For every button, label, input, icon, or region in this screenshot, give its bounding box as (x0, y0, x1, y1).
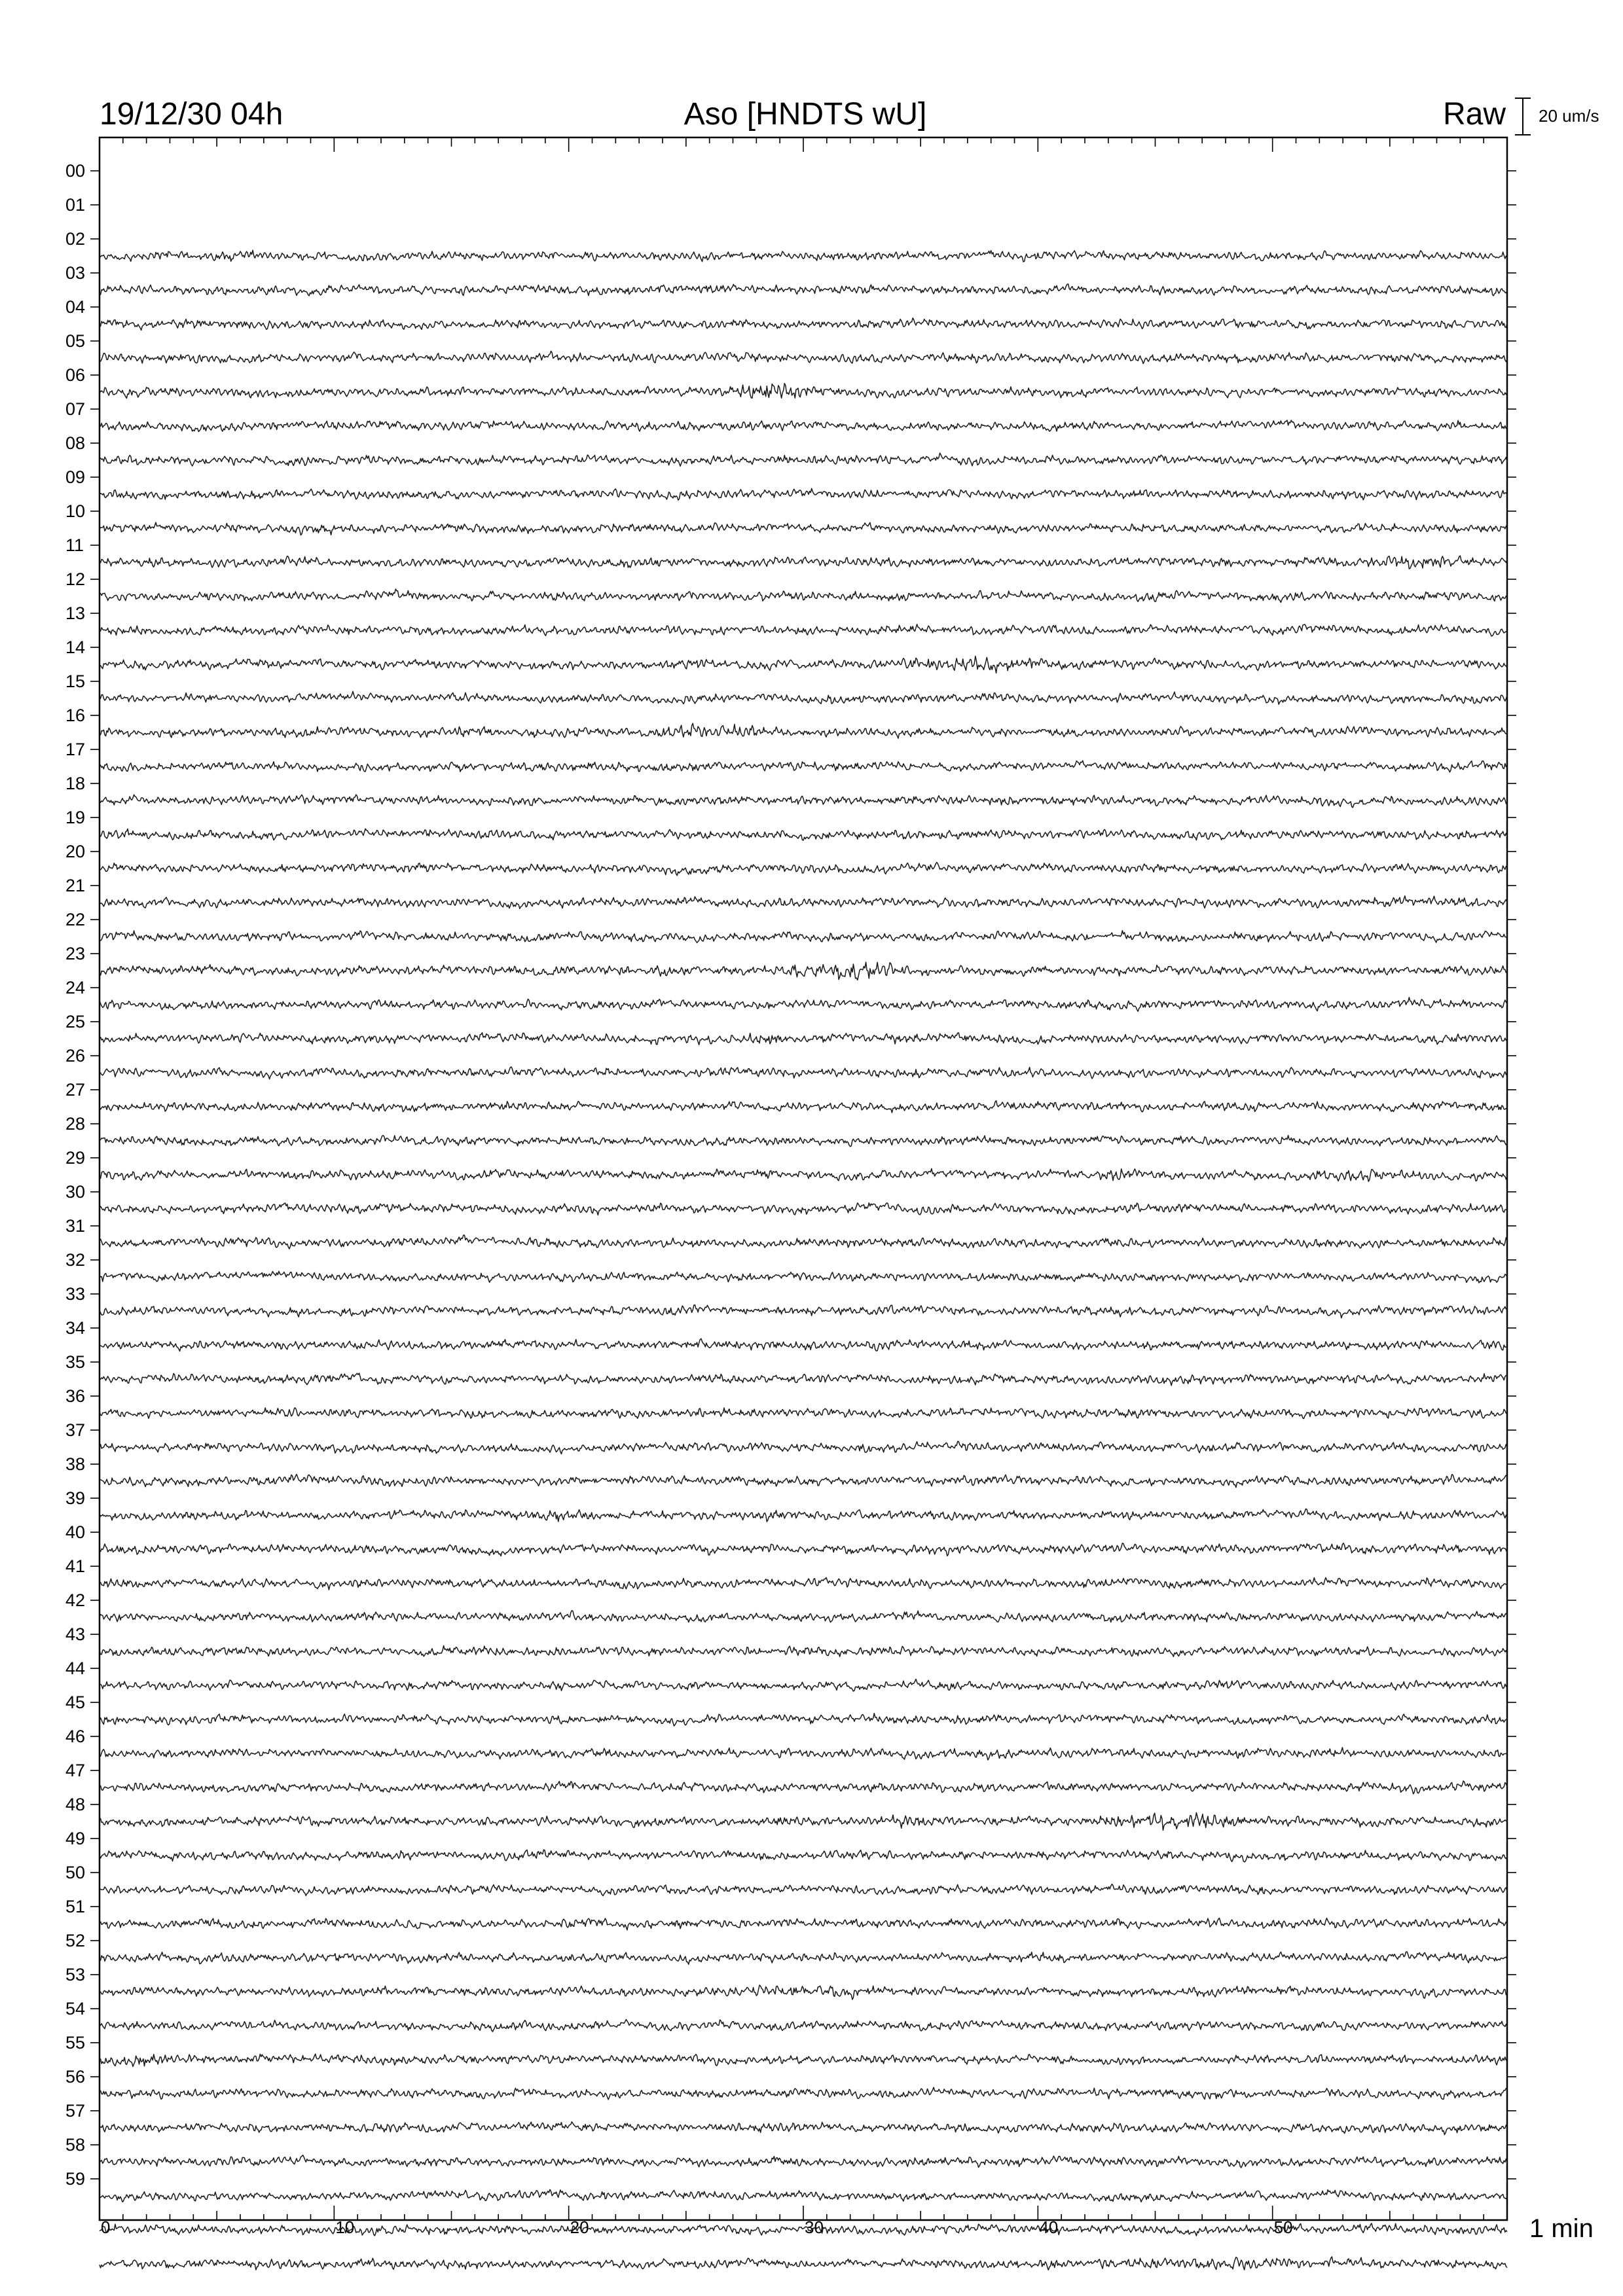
seismic-trace (100, 2122, 1507, 2135)
seismic-trace (100, 2223, 1507, 2236)
row-label: 49 (65, 1829, 86, 1848)
row-label: 39 (65, 1488, 86, 1508)
seismic-trace (100, 318, 1507, 331)
row-label: 28 (65, 1114, 86, 1134)
row-label: 41 (65, 1556, 86, 1576)
row-label: 07 (65, 399, 86, 419)
header-mode: Raw (1442, 97, 1506, 132)
row-label: 24 (65, 978, 86, 997)
amplitude-scale-label: 20 um/s (1539, 106, 1599, 126)
seismic-trace (100, 2189, 1507, 2202)
x-tick-label: 10 (335, 2217, 355, 2237)
seismic-trace (100, 1136, 1507, 1147)
row-label: 30 (65, 1182, 86, 1202)
x-axis-unit: 1 min (1529, 2214, 1594, 2243)
header-station: Aso [HNDTS wU] (684, 97, 927, 132)
row-label: 55 (65, 2033, 86, 2053)
row-label: 08 (65, 433, 86, 453)
seismic-trace (100, 656, 1507, 673)
row-label: 37 (65, 1420, 86, 1440)
row-label: 00 (65, 161, 86, 181)
seismic-trace (100, 1203, 1507, 1215)
row-label: 31 (65, 1216, 86, 1236)
row-label: 23 (65, 944, 86, 963)
seismic-trace (100, 795, 1507, 808)
seismic-trace (100, 1408, 1507, 1419)
row-label: 18 (65, 774, 86, 793)
row-label: 54 (65, 1999, 86, 2018)
seismic-trace (100, 1509, 1507, 1522)
seismic-trace (100, 453, 1507, 466)
seismic-trace (100, 488, 1507, 500)
seismic-trace (100, 384, 1507, 399)
x-tick-label: 30 (805, 2217, 824, 2237)
seismic-trace (100, 1713, 1507, 1726)
row-label: 12 (65, 569, 86, 589)
amplitude-scale-bar (1515, 98, 1531, 135)
seismic-trace (100, 1679, 1507, 1692)
seismic-trace (100, 1884, 1507, 1896)
row-label: 48 (65, 1795, 86, 1814)
seismic-trace (100, 1338, 1507, 1351)
seismic-trace (100, 829, 1507, 840)
row-label: 57 (65, 2101, 86, 2121)
row-label: 47 (65, 1761, 86, 1780)
seismic-trace (100, 1475, 1507, 1488)
seismic-trace (100, 556, 1507, 569)
seismic-trace (100, 1235, 1507, 1249)
row-label: 42 (65, 1590, 86, 1610)
row-label: 11 (65, 535, 84, 555)
seismic-trace (100, 1813, 1507, 1831)
seismic-trace (100, 1918, 1507, 1930)
row-label: 59 (65, 2169, 86, 2189)
seismic-trace (100, 1781, 1507, 1794)
row-label: 01 (65, 195, 86, 215)
seismic-trace (100, 1271, 1507, 1283)
seismic-trace (100, 1101, 1507, 1113)
seismic-trace (100, 761, 1507, 772)
seismic-trace (100, 1067, 1507, 1079)
row-label: 56 (65, 2067, 86, 2087)
seismic-trace (100, 351, 1507, 363)
x-tick-label: 50 (1273, 2217, 1293, 2237)
row-label: 14 (65, 637, 86, 657)
row-label: 21 (65, 876, 86, 895)
row-label: 27 (65, 1080, 86, 1100)
seismic-trace (100, 2054, 1507, 2066)
row-label: 35 (65, 1352, 86, 1372)
x-tick-label: 20 (570, 2217, 589, 2237)
seismic-trace (100, 1033, 1507, 1045)
row-label: 09 (65, 467, 86, 487)
x-tick-label: 0 (101, 2217, 111, 2237)
seismic-trace (100, 420, 1507, 431)
row-label: 02 (65, 229, 86, 249)
row-label: 29 (65, 1148, 86, 1168)
row-label: 05 (65, 331, 86, 351)
row-label: 53 (65, 1965, 86, 1984)
row-label: 20 (65, 842, 86, 861)
seismic-trace (100, 589, 1507, 602)
seismic-trace (100, 2020, 1507, 2032)
row-label: 50 (65, 1863, 86, 1882)
row-label: 43 (65, 1624, 86, 1644)
seismic-trace (100, 1577, 1507, 1590)
row-label: 44 (65, 1659, 86, 1678)
seismic-trace (100, 1543, 1507, 1556)
row-label: 34 (65, 1318, 86, 1338)
trace-group (100, 250, 1507, 2270)
row-label: 16 (65, 706, 86, 725)
row-label: 22 (65, 910, 86, 929)
row-label: 26 (65, 1046, 86, 1066)
row-label: 03 (65, 263, 86, 283)
row-label: 58 (65, 2135, 86, 2155)
seismic-trace (100, 931, 1507, 943)
seismic-trace (100, 250, 1507, 262)
seismic-trace (100, 896, 1507, 909)
row-label: 25 (65, 1012, 86, 1031)
seismic-trace (100, 1748, 1507, 1760)
seismic-trace (100, 962, 1507, 980)
row-label: 40 (65, 1522, 86, 1542)
seismic-trace (100, 522, 1507, 535)
row-label: 10 (65, 501, 86, 521)
seismic-trace (100, 1985, 1507, 2000)
row-label: 46 (65, 1727, 86, 1746)
x-tick-label: 40 (1039, 2217, 1059, 2237)
seismic-trace (100, 1645, 1507, 1657)
seismic-trace (100, 1169, 1507, 1182)
row-label: 33 (65, 1284, 86, 1304)
row-label: 13 (65, 603, 86, 623)
row-label-group (65, 161, 85, 2189)
seismic-trace (100, 1373, 1507, 1386)
seismic-trace (100, 1850, 1507, 1862)
seismic-trace (100, 1305, 1507, 1318)
seismic-trace (100, 1441, 1507, 1454)
seismic-trace (100, 2257, 1507, 2270)
seismic-trace (100, 1952, 1507, 1964)
row-label: 17 (65, 740, 86, 759)
row-label: 04 (65, 297, 86, 317)
row-label: 32 (65, 1250, 86, 1270)
row-label: 36 (65, 1386, 86, 1406)
row-label: 45 (65, 1693, 86, 1712)
seismic-trace (100, 624, 1507, 636)
row-label: 38 (65, 1454, 86, 1474)
row-label: 51 (65, 1897, 86, 1916)
row-label: 19 (65, 808, 86, 827)
header-datetime: 19/12/30 04h (100, 97, 283, 132)
seismic-trace (100, 284, 1507, 296)
row-label: 15 (65, 672, 86, 691)
seismic-trace (100, 691, 1507, 704)
row-label: 52 (65, 1931, 86, 1950)
seismic-trace (100, 723, 1507, 738)
seismic-trace (100, 997, 1507, 1011)
seismic-trace (100, 2155, 1507, 2168)
seismic-trace (100, 863, 1507, 876)
seismic-trace (100, 2087, 1507, 2100)
row-label: 06 (65, 365, 86, 385)
seismic-trace (100, 1611, 1507, 1623)
